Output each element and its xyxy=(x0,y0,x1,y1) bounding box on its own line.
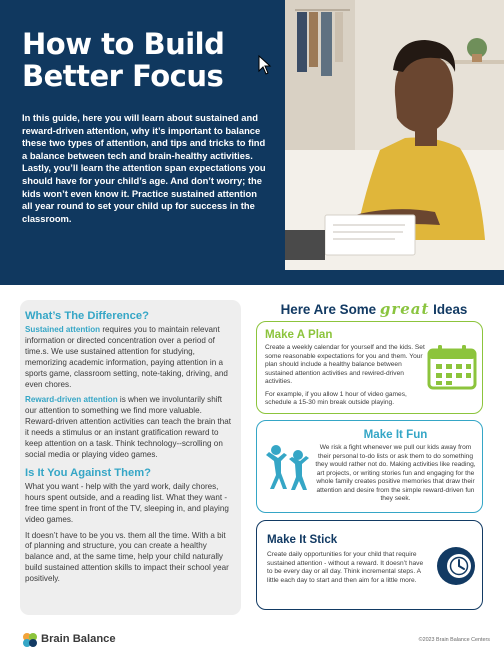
wants-paragraph: What you want - help with the yard work, daily chores, hours spent outside, and a reading list. What they want - free time spent in front of the TV, sleeping in, and playing video games. xyxy=(25,481,229,524)
hero-banner xyxy=(0,0,504,285)
card-example-text: For example, if you allow 1 hour of video games, schedule a 15-30 min break outside playing. xyxy=(265,390,407,406)
brand-logo xyxy=(22,632,142,648)
student-studying-photo xyxy=(285,0,504,270)
ideas-heading-post: Ideas xyxy=(429,302,468,317)
ideas-heading-pre: Here Are Some xyxy=(280,302,380,317)
reward-attention-paragraph xyxy=(25,395,234,460)
make-it-fun-card xyxy=(256,420,483,513)
card-text: Create a weekly calendar for yourself and the kids. Set some reasonable expectations for you and them. Your plan should include a healthy balance between sustained attention activities and rewired-driven activities. xyxy=(265,344,425,385)
balance-paragraph: It doesn’t have to be you vs. them all the time. With a bit of planning and structure, you can create a healthy balance and, at the same time, help your child naturally build sustained attention skills to impact their school year positively. xyxy=(25,530,229,584)
logo-text: Brain Balance xyxy=(41,633,116,645)
ideas-heading-great: great xyxy=(379,300,430,318)
mouse-cursor-icon xyxy=(258,55,272,75)
intro-paragraph: In this guide, here you will learn about sustained and reward-driven attention, why it’s important to balance these two types of attention, and tips and tricks to find a balance between tech and brain-healthy activities. Lastly, you’ll learn the attention span expectations you should have for your child’s age. And don’t worry; the kids won’t even know it. Practice sustained attention all year round to set your child up for success in the classroom. xyxy=(22,112,266,224)
brain-logo-icon xyxy=(22,632,38,648)
card-text: Create daily opportunities for your child that require sustained attention - without a reward. It doesn’t have to be every day or all day. Think incremental steps. A little each day to start and then aim for a little more. xyxy=(267,551,424,584)
card-title: Make It Fun xyxy=(363,428,428,441)
sustained-attention-term: Sustained attention xyxy=(25,325,101,334)
versus-heading: Is It You Against Them? xyxy=(25,466,151,479)
page-title: How to Build Better Focus xyxy=(22,27,225,93)
card-title: Make It Stick xyxy=(267,533,338,546)
card-title: Make A Plan xyxy=(265,328,333,341)
make-it-stick-card xyxy=(256,520,483,610)
sustained-attention-text: requires you to maintain relevant information or directed concentration over a period of time.s. We use sustained attention for studying, memorizing academic information, paying attention in a sports game, classroom setting, note-taking, driving, and even chores. xyxy=(25,325,228,389)
ideas-heading xyxy=(256,300,492,320)
dancing-people-icon xyxy=(263,441,311,493)
copyright-notice: ©2023 Brain Balance Centers xyxy=(418,637,490,643)
clock-icon xyxy=(435,545,477,587)
sustained-attention-paragraph xyxy=(25,325,234,390)
reward-attention-term: Reward-driven attention xyxy=(25,395,118,405)
calendar-icon xyxy=(427,344,477,390)
difference-panel xyxy=(20,300,241,615)
card-text: We risk a fight whenever we pull our kids away from their personal to-do lists or ask them to do something they would rather not do. Making activities like reading, art projects, or writing stories fun and engaging for the whole family creates positive memories that draw their attention and desire from the simple reward-driven fun they seek. xyxy=(315,444,476,502)
difference-heading: What’s The Difference? xyxy=(25,310,149,322)
reward-attention-text: is when we involuntarily shift our attention to something we find more valuable. Reward-driven attention activities can teach the brain that it needs a stimulus or an instant gratification reward to keep attention on a task. Think technology--scrolling on social media or playing video games. xyxy=(25,395,232,459)
make-a-plan-card xyxy=(256,321,483,414)
